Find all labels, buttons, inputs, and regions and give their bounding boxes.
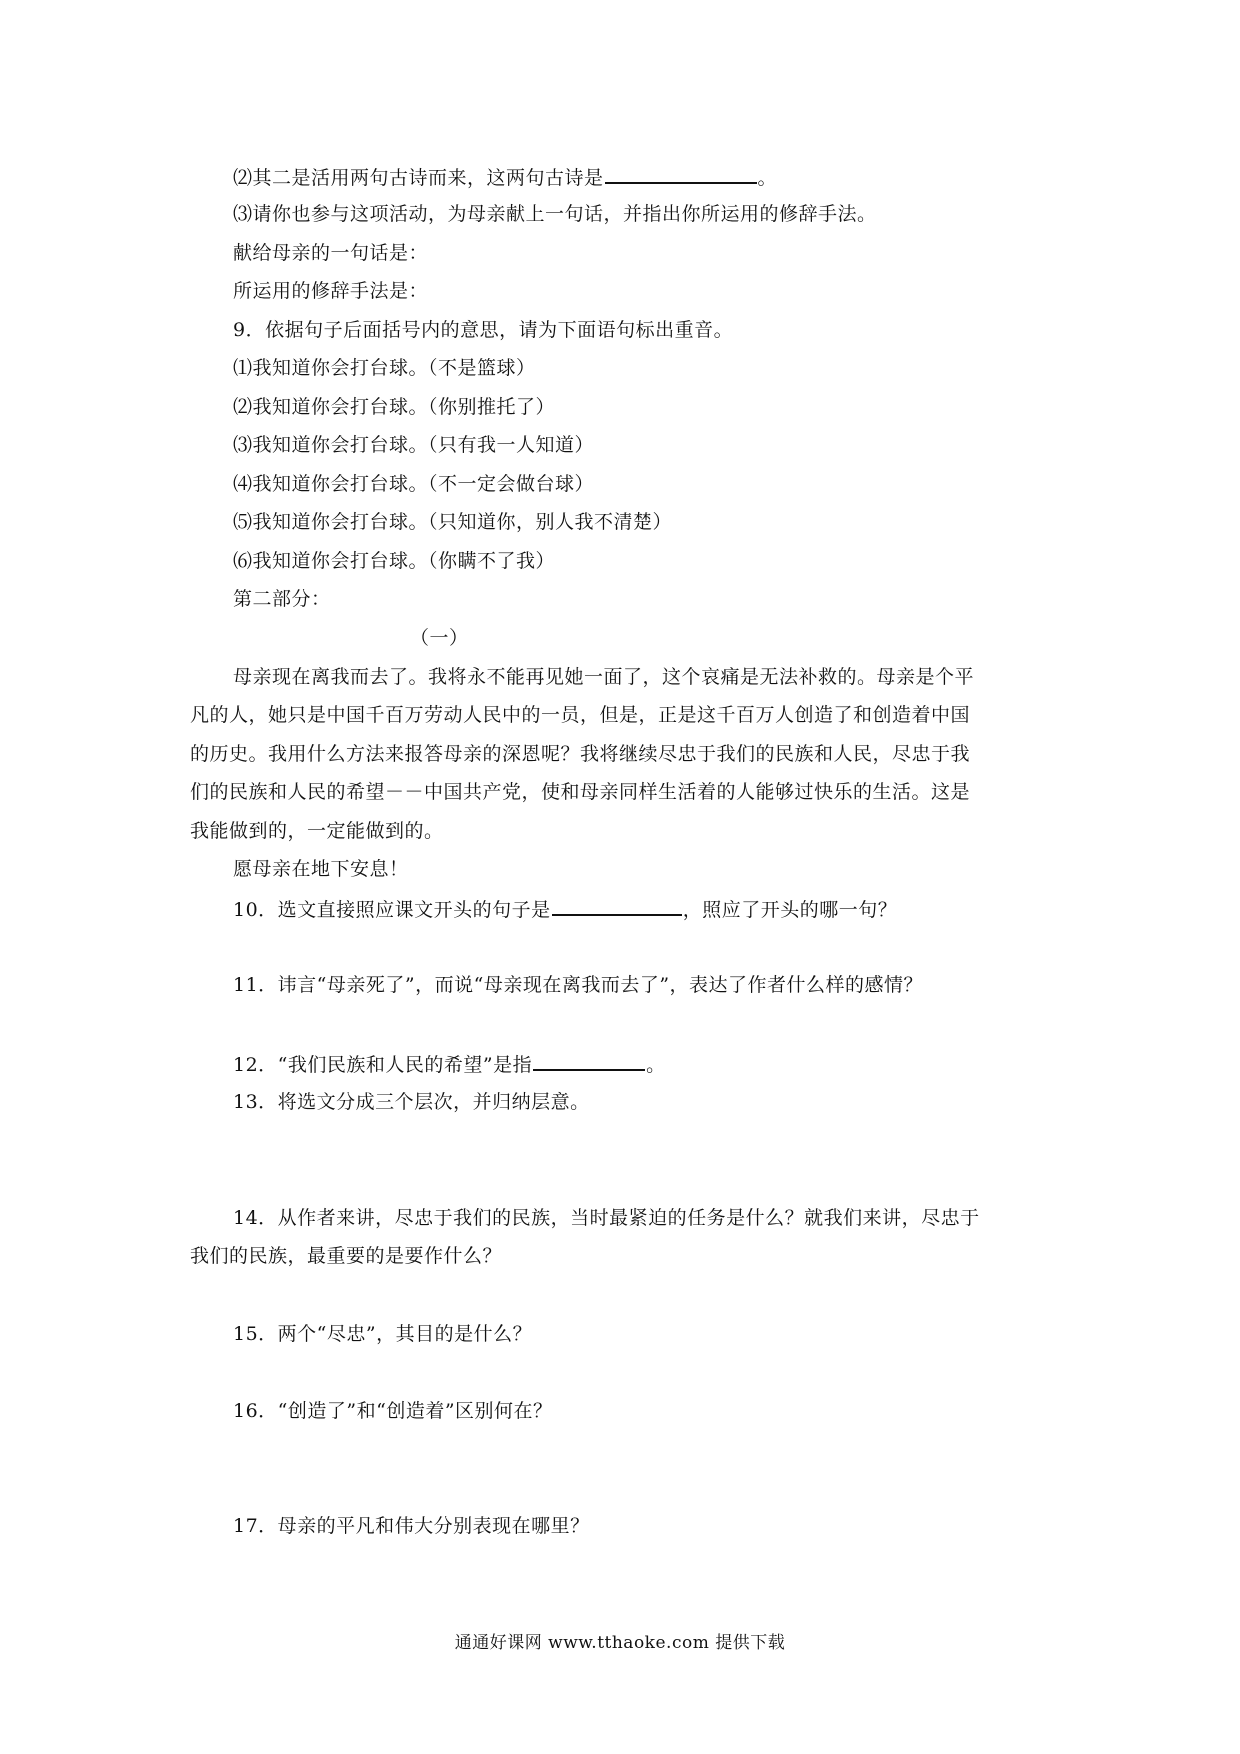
answer-blank (605, 162, 757, 184)
question-14: 14．从作者来讲，尽忠于我们的民族，当时最紧迫的任务是什么？就我们来讲，尽忠于 (233, 1207, 980, 1229)
answer-blank (533, 1049, 645, 1071)
question-9: 9．依据句子后面括号内的意思，请为下面语句标出重音。 (233, 319, 734, 341)
passage-line: 的历史。我用什么方法来报答母亲的深恩呢？我将继续尽忠于我们的民族和人民，尽忠于我 (190, 743, 971, 765)
question-10-text: 10．选文直接照应课文开头的句子是 (233, 899, 551, 921)
passage-line: 母亲现在离我而去了。我将永不能再见她一面了，这个哀痛是无法补救的。母亲是个平 (233, 666, 975, 688)
question-17: 17．母亲的平凡和伟大分别表现在哪里？ (233, 1515, 590, 1537)
question-8-2-text: ⑵其二是活用两句古诗而来，这两句古诗是 (233, 167, 604, 189)
dedication-line: 献给母亲的一句话是： (233, 242, 429, 264)
question-9-item: ⑶我知道你会打台球。（只有我一人知道） (233, 434, 595, 456)
question-9-item: ⑵我知道你会打台球。（你别推托了） (233, 396, 556, 418)
question-8-2-end: 。 (757, 167, 778, 189)
question-13: 13．将选文分成三个层次，并归纳层意。 (233, 1091, 590, 1113)
question-10 (233, 894, 897, 924)
passage-wish: 愿母亲在地下安息！ (233, 858, 409, 880)
page-footer: 通通好课网 www.tthaoke.com 提供下载 (454, 1633, 786, 1653)
question-12-end: 。 (646, 1054, 666, 1076)
question-15: 15．两个“尽忠”，其目的是什么？ (233, 1323, 533, 1345)
question-10-end: ，照应了开头的哪一句？ (682, 899, 898, 921)
question-12-text: 12．“我们民族和人民的希望”是指 (233, 1054, 533, 1076)
question-8-2 (233, 162, 777, 192)
passage-line: 们的民族和人民的希望－－中国共产党，使和母亲同样生活着的人能够过快乐的生活。这是 (190, 781, 971, 803)
question-9-item: ⑴我知道你会打台球。（不是篮球） (233, 357, 536, 379)
question-16: 16．“创造了”和“创造着”区别何在？ (233, 1400, 553, 1422)
passage-line: 我能做到的，一定能做到的。 (190, 820, 444, 842)
rhetoric-line: 所运用的修辞手法是： (233, 280, 429, 302)
part-heading: 第二部分： (233, 588, 331, 610)
question-8-3: ⑶请你也参与这项活动，为母亲献上一句话，并指出你所运用的修辞手法。 (233, 203, 877, 225)
answer-blank (552, 894, 682, 916)
passage-line: 凡的人，她只是中国千百万劳动人民中的一员，但是，正是这千百万人创造了和创造着中国 (190, 704, 971, 726)
question-9-item: ⑹我知道你会打台球。（你瞒不了我） (233, 550, 556, 572)
question-9-item: ⑷我知道你会打台球。（不一定会做台球） (233, 473, 595, 495)
question-11: 11．讳言“母亲死了”，而说“母亲现在离我而去了”，表达了作者什么样的感情？ (233, 974, 924, 996)
question-12 (233, 1049, 666, 1079)
question-14-cont: 我们的民族，最重要的是要作什么？ (190, 1245, 503, 1267)
question-9-item: ⑸我知道你会打台球。（只知道你，别人我不清楚） (233, 511, 673, 533)
section-heading: （一） (410, 627, 469, 649)
